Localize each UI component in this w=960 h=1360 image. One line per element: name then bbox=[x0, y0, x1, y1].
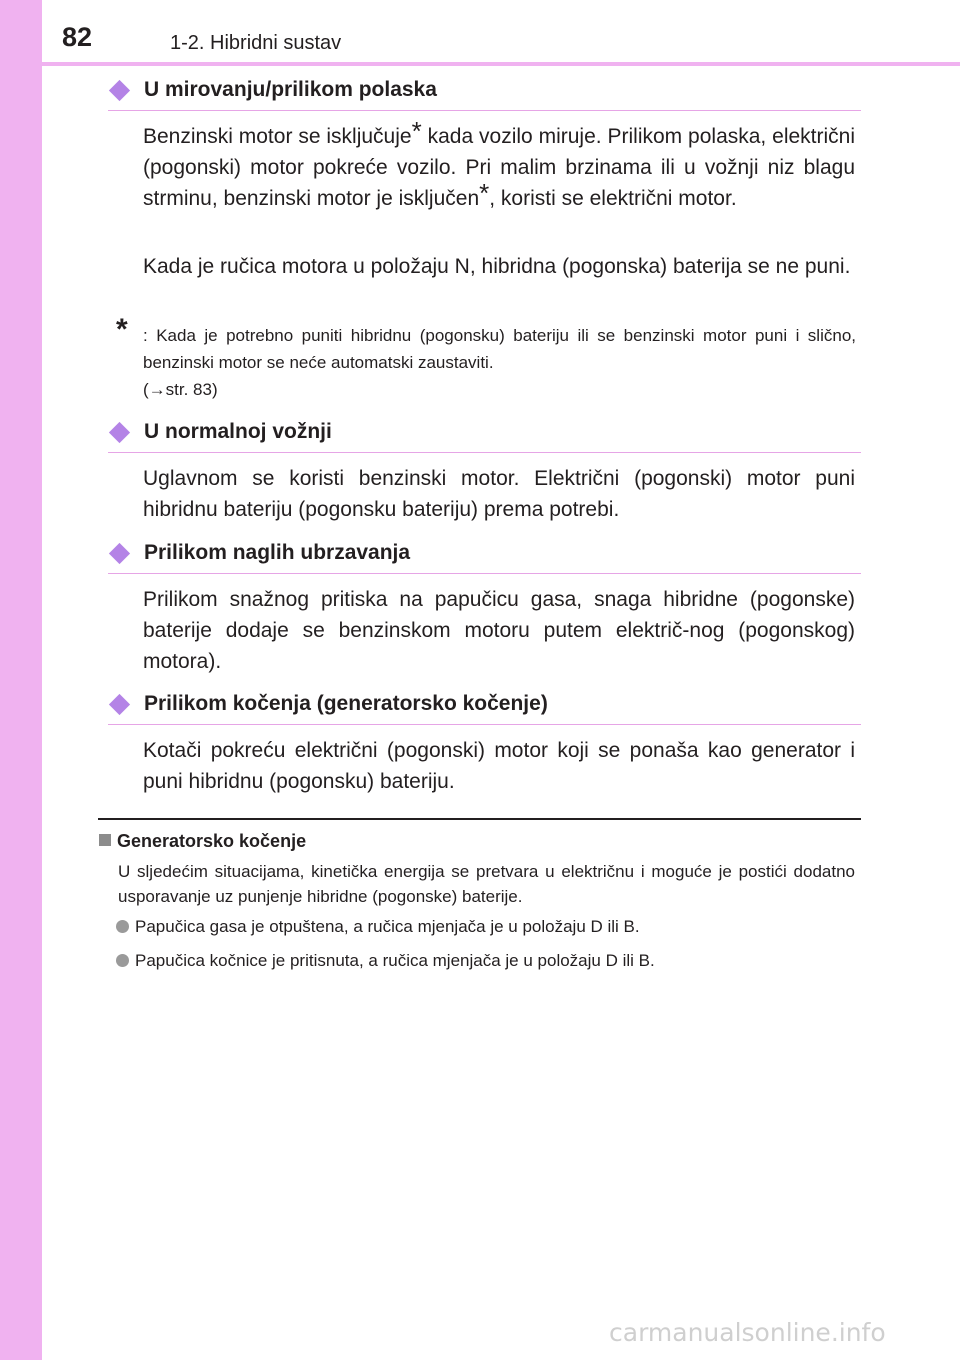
section-divider bbox=[98, 818, 861, 820]
paragraph-braking: Kotači pokreću električni (pogonski) motor koji se ponaša kao generator i puni hibridnu (pogonsku) bateriju. bbox=[143, 739, 855, 793]
square-icon bbox=[99, 834, 111, 846]
diamond-icon bbox=[109, 80, 130, 101]
note-body: U sljedećim situacijama, kinetička energija se pretvara u električnu i moguće je postići dodatno usporavanje uz punjenje hibridne (pogonske) baterije. bbox=[118, 862, 855, 906]
diamond-icon bbox=[109, 422, 130, 443]
heading-text: U mirovanju/prilikom polaska bbox=[144, 78, 437, 101]
list-item-text: Papučica kočnice je pritisnuta, a ručica mjenjača je u položaju D ili B. bbox=[135, 951, 655, 970]
diamond-icon bbox=[109, 694, 130, 715]
paragraph-acceleration: Prilikom snažnog pritiska na papučicu gasa, snaga hibridne (pogonske) baterije dodaje se benzinskom motoru putem električ-nog (pogonskog) motora). bbox=[143, 588, 855, 673]
section-heading-braking bbox=[108, 692, 861, 725]
text-run: kada vozilo miruje. Prilikom polaska, električni (pogonski) motor pokreće vozilo. Pri malim brzinama ili u vožnji niz blagu strminu, benzinski motor je isključen bbox=[143, 125, 856, 210]
side-tab-strip bbox=[0, 0, 42, 1360]
asterisk-marker: * bbox=[411, 116, 422, 146]
paragraph-standstill-2: Kada je ručica motora u položaju N, hibridna (pogonska) baterija se ne puni. bbox=[143, 255, 851, 278]
text-run: , koristi se električni motor. bbox=[489, 187, 737, 210]
page-reference-link[interactable]: (→str. 83) bbox=[143, 380, 218, 399]
list-item bbox=[116, 917, 640, 937]
section-heading-acceleration bbox=[108, 541, 861, 574]
footnote-asterisk: * bbox=[116, 313, 128, 346]
page-number: 82 bbox=[62, 22, 93, 52]
heading-text: Prilikom kočenja (generatorsko kočenje) bbox=[144, 692, 548, 715]
note-heading bbox=[99, 831, 306, 852]
bullet-dot-icon bbox=[116, 954, 129, 967]
text-run: Benzinski motor se isključuje bbox=[143, 125, 412, 148]
section-title: 1-2. Hibridni sustav bbox=[170, 32, 342, 54]
header-rule bbox=[42, 62, 960, 66]
section-heading-standstill bbox=[108, 78, 861, 111]
watermark: carmanualsonline.info bbox=[609, 1318, 886, 1347]
asterisk-marker: * bbox=[479, 178, 490, 208]
note-heading-text: Generatorsko kočenje bbox=[117, 831, 307, 851]
bullet-dot-icon bbox=[116, 920, 129, 933]
heading-text: U normalnoj vožnji bbox=[144, 420, 332, 443]
paragraph-standstill-1 bbox=[143, 116, 856, 214]
footnote-text: : Kada je potrebno puniti hibridnu (pogonsku) bateriju ili se benzinski motor puni i slično, benzinski motor se neće automatski zaustaviti. bbox=[143, 326, 856, 372]
paragraph-normal-driving: Uglavnom se koristi benzinski motor. Električni (pogonski) motor puni hibridnu bateriju (pogonsku bateriju) prema potrebi. bbox=[143, 467, 855, 521]
section-heading-normal-driving bbox=[108, 420, 861, 453]
heading-text: Prilikom naglih ubrzavanja bbox=[144, 541, 411, 564]
list-item-text: Papučica gasa je otpuštena, a ručica mjenjača je u položaju D ili B. bbox=[135, 917, 640, 936]
list-item bbox=[116, 951, 655, 971]
diamond-icon bbox=[109, 543, 130, 564]
